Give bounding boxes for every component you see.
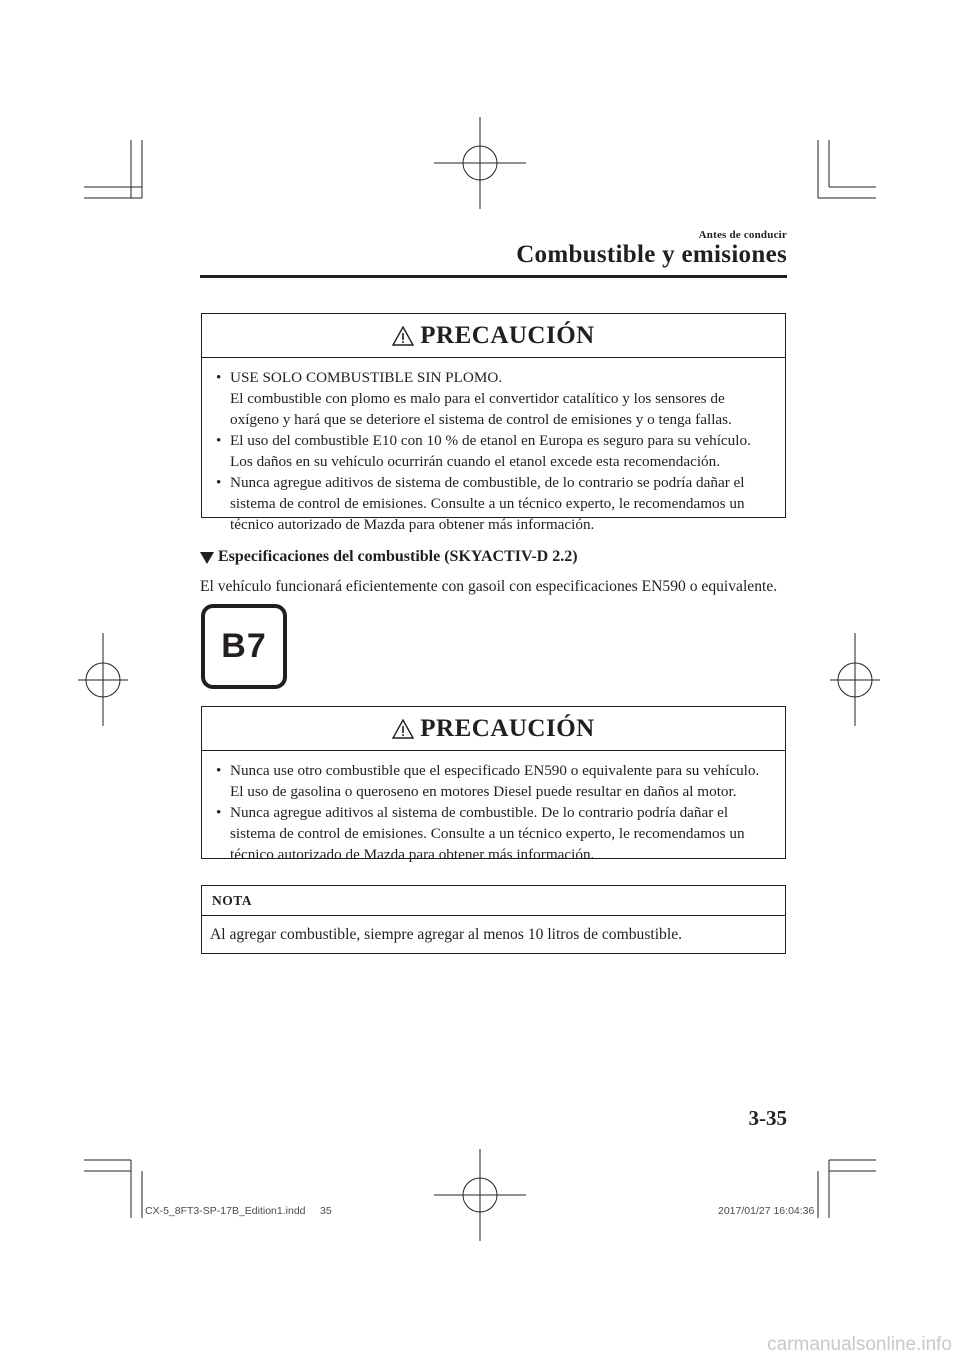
registration-mark-icon: [434, 117, 526, 209]
list-item-line: Nunca agregue aditivos de sistema de combustible, de lo contrario se podría dañar el: [230, 474, 745, 491]
list-item-line: técnico autorizado de Mazda para obtener más información.: [230, 516, 595, 533]
list-item-line: sistema de control de emisiones. Consulte a un técnico experto, le recomendamos un: [230, 825, 745, 842]
caution-box-2: [201, 706, 786, 863]
note-title: NOTA: [202, 886, 785, 916]
list-item-line: técnico autorizado de Mazda para obtener más información.: [230, 846, 595, 863]
caution-header: [202, 314, 785, 358]
warning-triangle-icon: [392, 326, 414, 346]
list-item-line: USE SOLO COMBUSTIBLE SIN PLOMO.: [230, 369, 503, 386]
footer-page: 35: [320, 1205, 332, 1217]
registration-mark-icon: [830, 633, 880, 726]
list-item-line: Nunca use otro combustible que el especificado EN590 o equivalente para su vehículo.: [230, 762, 760, 779]
spec-heading-text: Especificaciones del combustible (SKYACTIV-D 2.2): [218, 548, 578, 565]
bullet: •: [216, 369, 222, 386]
list-item: [210, 430, 777, 472]
list-item: [210, 472, 777, 535]
list-item-line: oxígeno y hará que se deteriore el sistema de control de emisiones y o tenga fallas.: [230, 411, 732, 428]
page-number: 3-35: [748, 1106, 787, 1130]
note-box: [201, 885, 786, 954]
list-item: [210, 760, 777, 802]
badge-text: B7: [221, 627, 267, 665]
caution-title: PRECAUCIÓN: [420, 714, 595, 742]
caution-title: PRECAUCIÓN: [420, 321, 595, 349]
bullet: •: [216, 474, 222, 491]
list-item-line: Nunca agregue aditivos al sistema de combustible. De lo contrario podría dañar el: [230, 804, 729, 821]
bullet: •: [216, 432, 222, 449]
triangle-down-icon: [200, 552, 214, 564]
list-item-line: sistema de control de emisiones. Consulte a un técnico experto, le recomendamos un: [230, 495, 745, 512]
registration-mark-icon: [434, 1149, 526, 1241]
list-item: [210, 367, 777, 430]
list-item-line: El uso de gasolina o queroseno en motores Diesel puede resultar en daños al motor.: [230, 783, 737, 800]
bullet: •: [216, 804, 222, 821]
list-item-line: El uso del combustible E10 con 10 % de etanol en Europa es seguro para su vehículo.: [230, 432, 751, 449]
fuel-label-badge: [201, 604, 287, 689]
spec-text: El vehículo funcionará eficientemente con gasoil con especificaciones EN590 o equivalente.: [200, 578, 778, 595]
footer-file: CX-5_8FT3-SP-17B_Edition1.indd: [145, 1205, 306, 1217]
note-text: Al agregar combustible, siempre agregar al menos 10 litros de combustible.: [210, 926, 683, 943]
caution-box-1: [201, 313, 786, 533]
registration-mark-icon: [78, 633, 128, 726]
spec-heading: [200, 548, 578, 566]
caution-list: [202, 358, 785, 535]
bullet: •: [216, 762, 222, 779]
section-title: Combustible y emisiones: [516, 241, 787, 268]
list-item: [210, 802, 777, 865]
watermark: carmanualsonline.info: [767, 1334, 952, 1355]
header-rule: [200, 275, 787, 278]
warning-triangle-icon: [392, 719, 414, 739]
caution-header: [202, 707, 785, 751]
footer-datetime: 2017/01/27 16:04:36: [718, 1205, 815, 1217]
caution-list: [202, 751, 785, 865]
section-subtitle: Antes de conducir: [698, 229, 787, 241]
list-item-line: Los daños en su vehículo ocurrirán cuando el etanol excede esta recomendación.: [230, 453, 721, 470]
list-item-line: El combustible con plomo es malo para el convertidor catalítico y los sensores de: [230, 390, 725, 407]
